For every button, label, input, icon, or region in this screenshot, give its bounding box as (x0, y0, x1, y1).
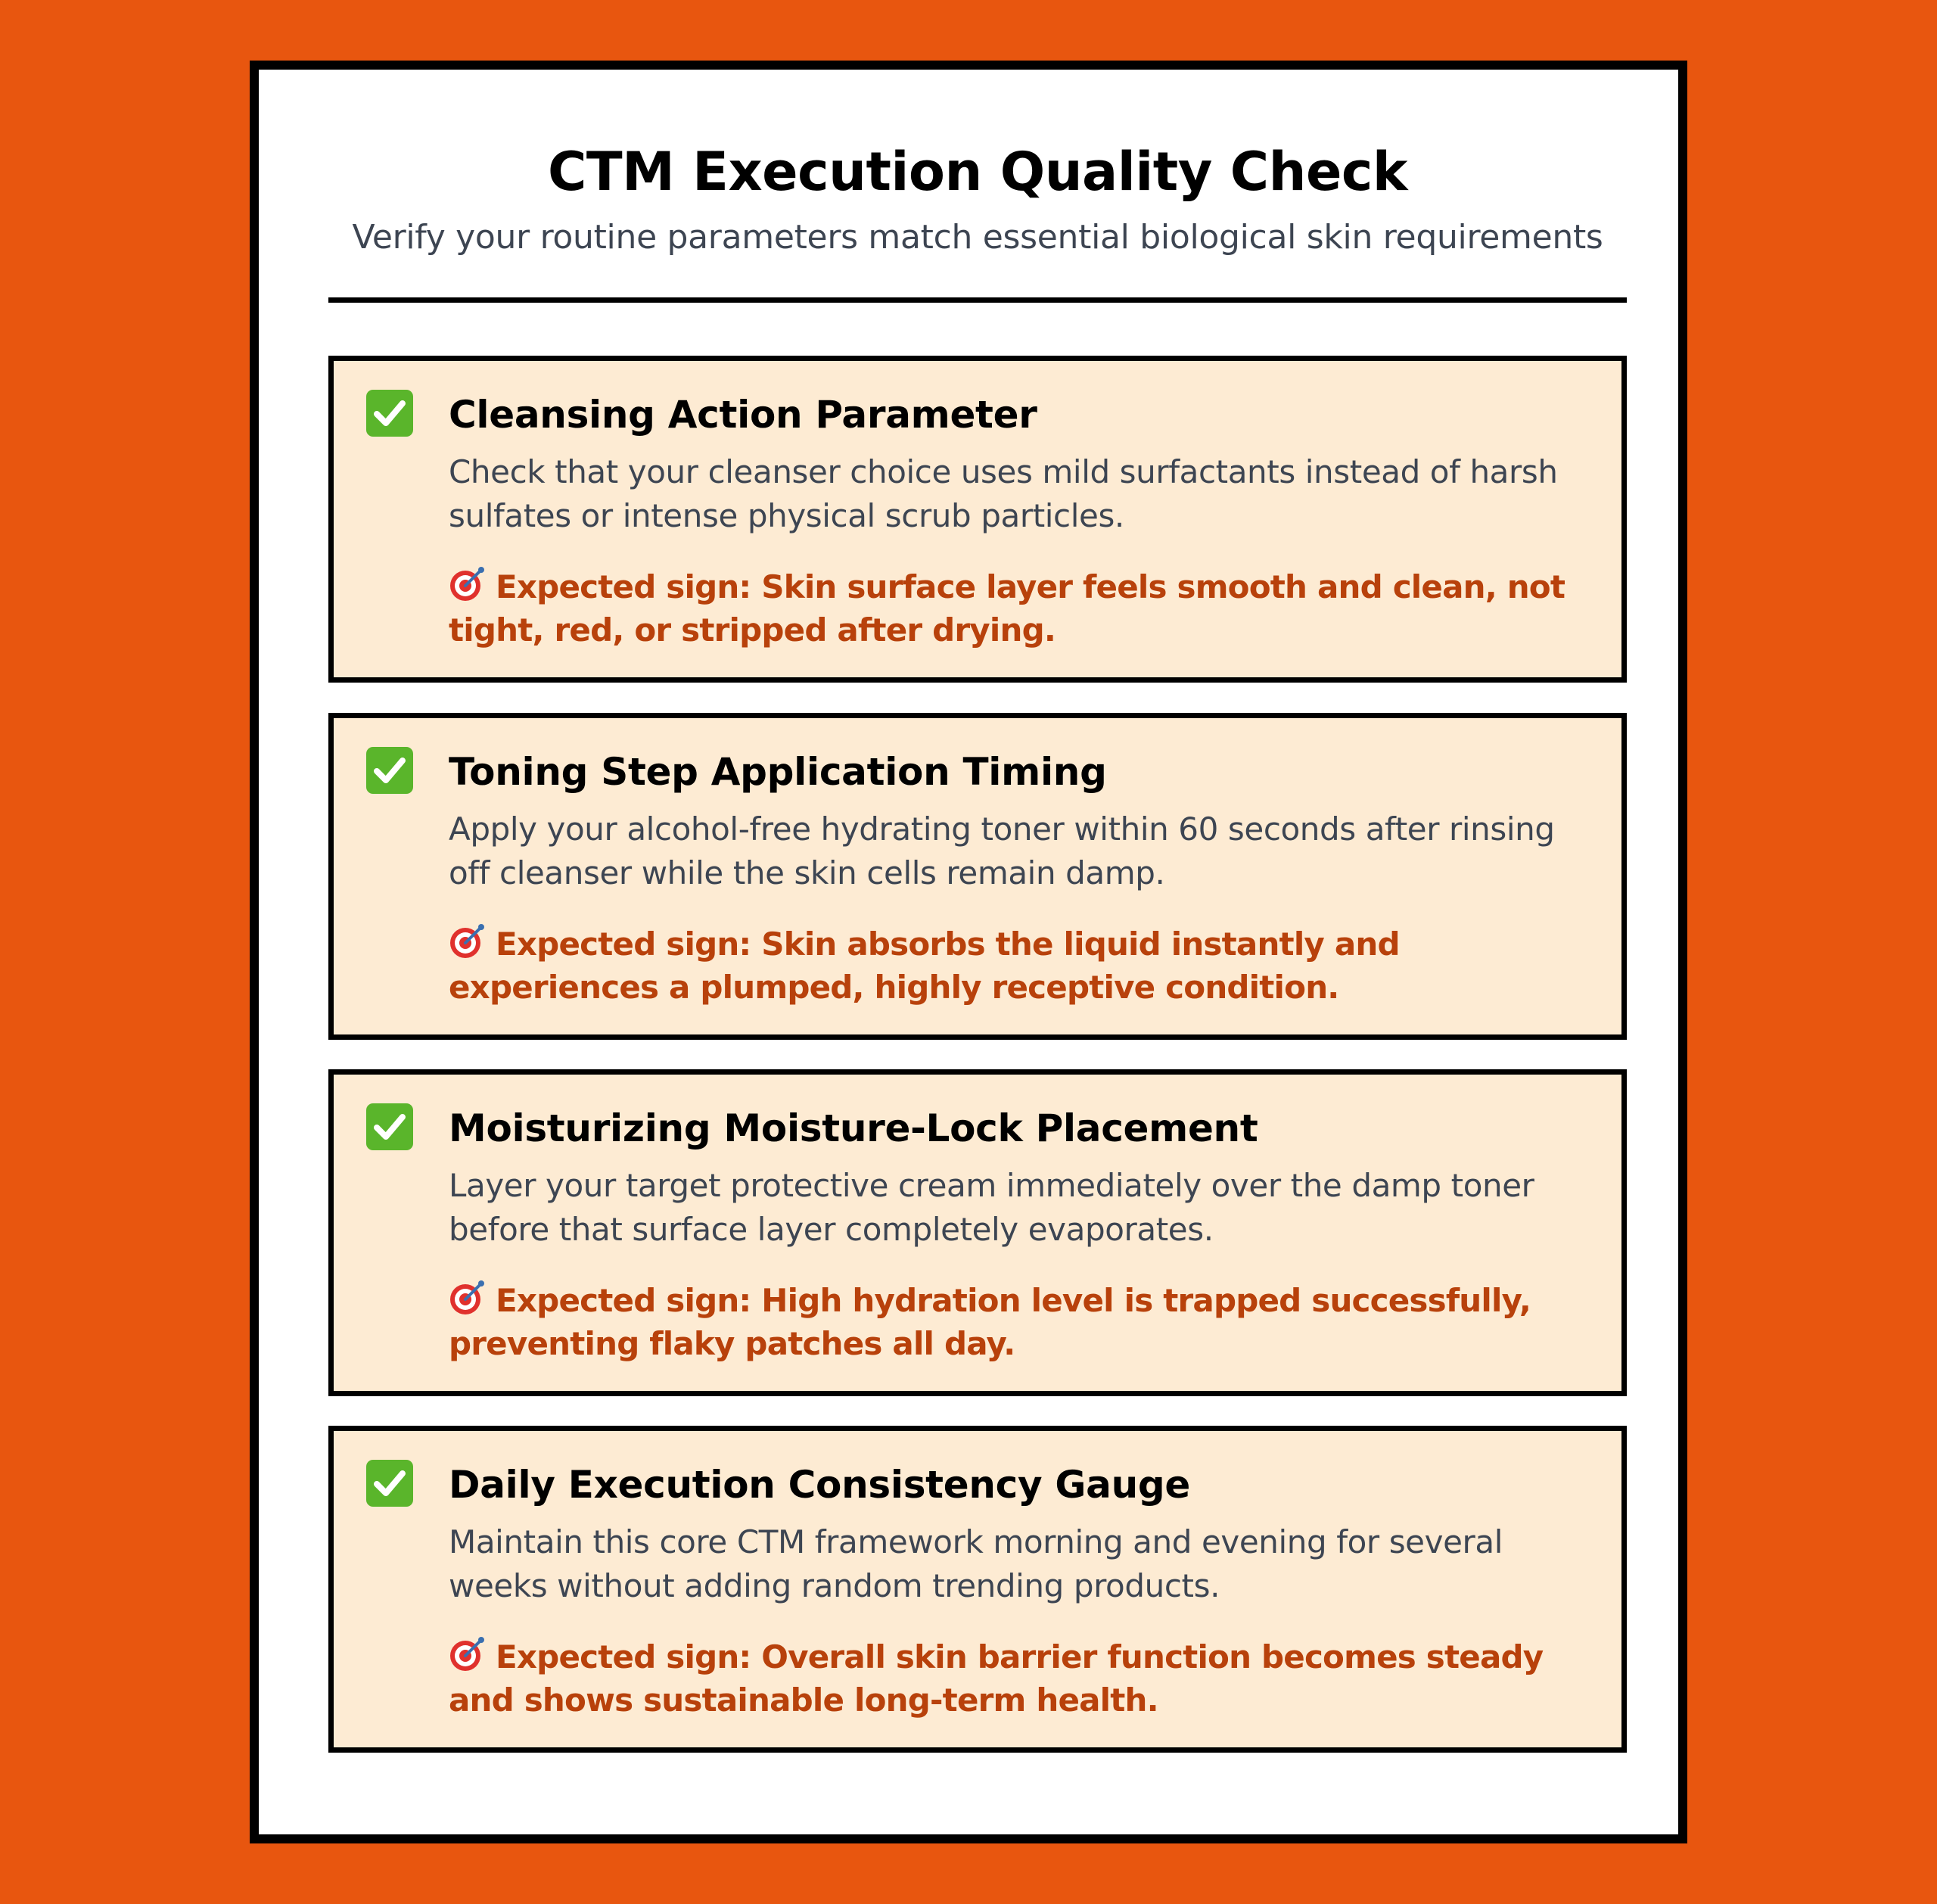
page-subtitle: Verify your routine parameters match essential biological skin requirements (352, 218, 1603, 257)
item-title: Toning Step Application Timing (449, 750, 1107, 794)
expected-sign (449, 1635, 1591, 1722)
check-mark-button-icon (366, 1460, 413, 1507)
item-description: Layer your target protective cream immediately over the damp toner before that surface layer completely evaporates. (449, 1167, 1534, 1248)
expected-sign (449, 565, 1591, 652)
check-mark-button-icon (366, 747, 413, 794)
expected-sign (449, 1279, 1591, 1365)
item-description: Maintain this core CTM framework morning and evening for several weeks without adding random trending products. (449, 1523, 1503, 1604)
direct-hit-target-icon (449, 1280, 485, 1316)
checklist-item-moisturizing (328, 1069, 1627, 1396)
item-title: Moisturizing Moisture-Lock Placement (449, 1106, 1258, 1150)
expected-sign-text: Expected sign: Overall skin barrier function becomes steady and shows sustainable long-term health. (449, 1638, 1544, 1719)
expected-sign (449, 922, 1591, 1009)
item-title: Cleansing Action Parameter (449, 393, 1037, 437)
direct-hit-target-icon (449, 923, 485, 960)
expected-sign-text: Expected sign: High hydration level is trapped successfully, preventing flaky patches all day. (449, 1282, 1531, 1362)
direct-hit-target-icon (449, 566, 485, 602)
item-description: Apply your alcohol-free hydrating toner within 60 seconds after rinsing off cleanser while the skin cells remain damp. (449, 810, 1555, 891)
header (328, 70, 1627, 303)
checklist-item-consistency (328, 1426, 1627, 1753)
direct-hit-target-icon (449, 1636, 485, 1672)
expected-sign-text: Expected sign: Skin absorbs the liquid instantly and experiences a plumped, highly receptive condition. (449, 926, 1400, 1006)
checklist-item-cleansing (328, 356, 1627, 683)
check-mark-button-icon (366, 390, 413, 437)
item-description: Check that your cleanser choice uses mild surfactants instead of harsh sulfates or intense physical scrub particles. (449, 453, 1558, 534)
item-title: Daily Execution Consistency Gauge (449, 1463, 1190, 1507)
checklist-item-toning (328, 713, 1627, 1040)
expected-sign-text: Expected sign: Skin surface layer feels smooth and clean, not tight, red, or stripped after drying. (449, 568, 1565, 649)
page-title: CTM Execution Quality Check (548, 141, 1407, 203)
checklist-card (250, 61, 1687, 1843)
check-mark-button-icon (366, 1103, 413, 1150)
